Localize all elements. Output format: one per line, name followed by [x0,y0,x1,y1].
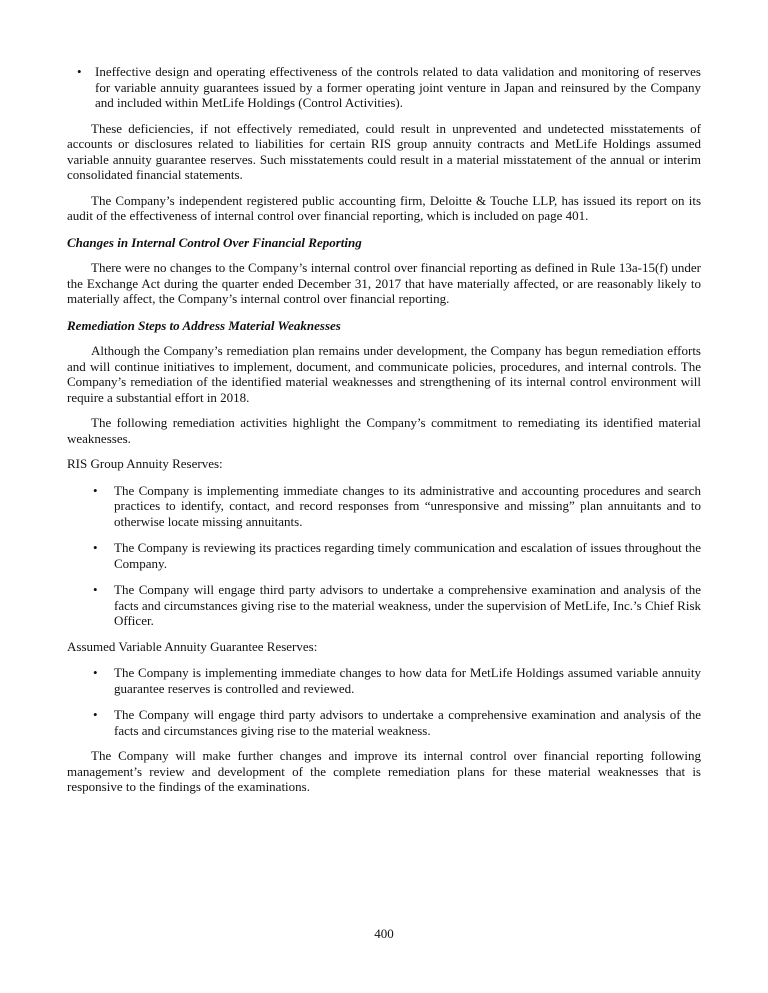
list-item-text: The Company will engage third party advisors to undertake a comprehensive examination and analysis of the facts and circumstances giving rise to the material weakness. [114,707,701,738]
bullet-icon: • [93,707,98,722]
heading-changes-in-internal-control: Changes in Internal Control Over Financial Reporting [67,234,362,250]
label-assumed-variable-annuity-guarantee-reserves: Assumed Variable Annuity Guarantee Reserves: [67,638,318,654]
bullet-icon: • [77,64,82,79]
paragraph-remediation-activities: The following remediation activities highlight the Company’s commitment to remediating its identified material weaknesses. [67,415,701,446]
list-item-text: The Company will engage third party advisors to undertake a comprehensive examination and analysis of the facts and circumstances giving rise to the material weakness, under the supervision of MetLife, Inc.’s Chief Risk Officer. [114,582,701,628]
heading-remediation-steps: Remediation Steps to Address Material Weaknesses [67,317,341,333]
list-item-text: The Company is implementing immediate changes to its administrative and accounting procedures and search practices to identify, contact, and record responses from “unresponsive and missing” plan annuitants and to otherwise locate missing annuitants. [114,482,701,529]
list-item [67,64,701,111]
list-item-text: The Company is reviewing its practices regarding timely communication and escalation of issues throughout the Company. [114,540,701,571]
paragraph-deficiencies: These deficiencies, if not effectively remediated, could result in unprevented and undetected misstatements of accounts or disclosures related to liabilities for certain RIS group annuity contracts and MetLife Holdings assumed variable annuity guarantee reserves. Such misstatements could result in a material misstatement of the annual or interim consolidated financial statements. [67,120,701,182]
bullet-icon: • [93,482,98,498]
list-item [67,707,701,738]
list-item [67,540,701,571]
bullet-icon: • [93,665,98,680]
paragraph-remediation-plan: Although the Company’s remediation plan remains under development, the Company has begun remediation efforts and will continue initiatives to implement, document, and communicate policies, procedures, and internal controls. The Company’s remediation of the identified material weaknesses and strengthening of its internal control environment will require a substantial effort in 2018. [67,343,701,405]
list-item-text: Ineffective design and operating effectiveness of the controls related to data validation and monitoring of reserves for variable annuity guarantees issued by a former operating joint venture in Japan and reinsured by the Company and included within MetLife Holdings (Control Activities). [95,64,701,110]
paragraph-no-changes: There were no changes to the Company’s internal control over financial reporting as defined in Rule 13a-15(f) under the Exchange Act during the quarter ended December 31, 2017 that have materially affected, or are reasonably likely to materially affect, the Company’s internal control over financial reporting. [67,260,701,306]
list-item [67,665,701,696]
list-item [67,582,701,629]
bullet-icon: • [93,540,98,555]
page-number: 400 [374,926,394,941]
bullet-icon: • [93,582,98,597]
label-ris-group-annuity-reserves: RIS Group Annuity Reserves: [67,456,223,471]
page-body [67,64,701,795]
list-item-text: The Company is implementing immediate changes to how data for MetLife Holdings assumed variable annuity guarantee reserves is controlled and reviewed. [114,665,701,696]
paragraph-auditor-report: The Company’s independent registered public accounting firm, Deloitte & Touche LLP, has issued its report on its audit of the effectiveness of internal control over financial reporting, which is included on page 401. [67,192,701,223]
paragraph-closing: The Company will make further changes and improve its internal control over financial reporting following management’s review and development of the complete remediation plans for these material weaknesses that is responsive to the findings of the examinations. [67,748,701,794]
list-item [67,483,701,530]
